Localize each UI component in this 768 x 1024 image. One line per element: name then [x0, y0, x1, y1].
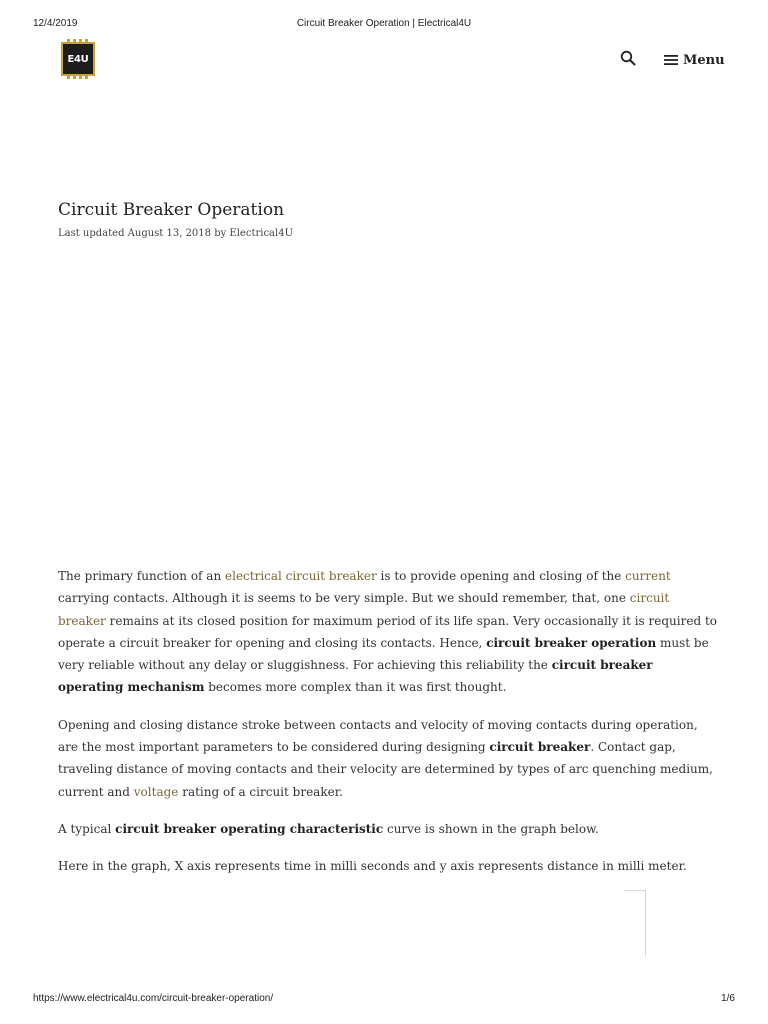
logo-text: E4U	[67, 53, 89, 65]
print-date: 12/4/2019	[33, 18, 78, 29]
text: must be very reliable without any delay or sluggishness. For achieving this reliability the	[58, 635, 709, 673]
page-title: Circuit Breaker Operation	[58, 200, 285, 220]
bold-text: circuit breaker	[489, 740, 591, 755]
link-electrical-circuit-breaker[interactable]: electrical circuit breaker	[225, 569, 377, 583]
print-page-title: Circuit Breaker Operation | Electrical4U	[296, 18, 472, 29]
search-button[interactable]	[620, 50, 640, 70]
paragraph-3	[58, 818, 718, 840]
bold-text: circuit breaker operating characteristic	[115, 821, 384, 836]
text: remains at its closed position for maximum period of its life span. Very occasionally it is required to operate a circuit breaker for opening and closing its contacts. Hence,	[58, 613, 717, 650]
print-header	[0, 18, 768, 32]
article-header	[58, 200, 718, 239]
search-icon	[620, 50, 636, 66]
link-current[interactable]: current	[625, 569, 671, 583]
text: becomes more complex than it was first thought.	[204, 680, 507, 695]
text: curve is shown in the graph below.	[383, 821, 599, 836]
article-body	[58, 565, 718, 893]
paragraph-4	[58, 855, 718, 877]
menu-button[interactable]	[664, 49, 725, 71]
site-header	[0, 40, 768, 82]
print-url: https://www.electrical4u.com/circuit-breaker-operation/	[33, 993, 274, 1004]
text: carrying contacts. Although it is seems to be very simple. But we should remember, that, one	[58, 591, 630, 606]
paragraph-2	[58, 714, 718, 803]
menu-label: Menu	[683, 52, 725, 68]
print-page-number: 1/6	[721, 993, 735, 1004]
site-logo[interactable]	[61, 42, 95, 76]
text: Here in the graph, X axis represents time in milli seconds and y axis represents distance in milli meter.	[58, 859, 687, 874]
text: Opening and closing distance stroke between contacts and velocity of moving contacts during operation, are the most important parameters to be considered during designing	[58, 717, 698, 755]
text: rating of a circuit breaker.	[178, 784, 343, 799]
bold-text: circuit breaker operation	[486, 635, 657, 650]
hamburger-icon	[664, 54, 678, 66]
link-circuit-breaker[interactable]: circuit breaker	[58, 591, 670, 628]
print-footer	[0, 993, 768, 1007]
bold-text: circuit breaker operating mechanism	[58, 658, 653, 695]
paragraph-1	[58, 565, 718, 699]
text: . Contact gap, traveling distance of moving contacts and their velocity are determined by types of arc quenching medium, current and	[58, 740, 713, 799]
graph-image-placeholder	[624, 890, 646, 956]
link-voltage[interactable]: voltage	[133, 784, 179, 799]
text: The primary function of an	[58, 569, 225, 583]
text: is to provide opening and closing of the	[376, 569, 626, 583]
article-meta: Last updated August 13, 2018 by Electrical4U	[58, 228, 293, 239]
text: A typical	[58, 821, 116, 836]
